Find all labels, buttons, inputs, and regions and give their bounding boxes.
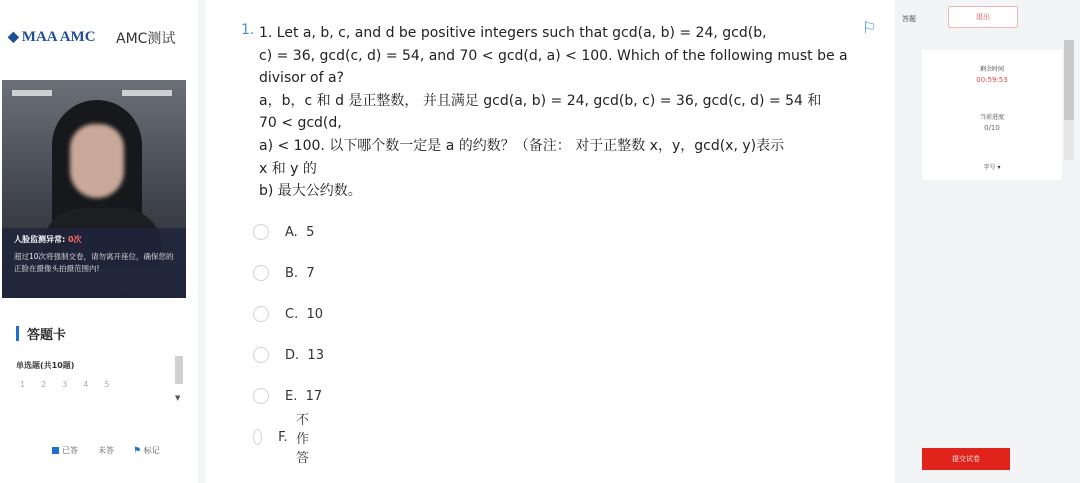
option-f[interactable]: F. 不作答 [253,427,316,447]
answer-sheet-scrollbar[interactable] [173,350,183,410]
question-type-label: 单选题(共10题) [16,361,75,370]
progress-value: 0/10 [984,124,1000,132]
warning-title: 人脸监测异常: [14,235,68,244]
panel-label: 答题 [902,15,916,23]
camera-preview [2,80,186,298]
radio-button[interactable] [253,388,269,404]
question-number-item[interactable]: 4 [83,380,89,389]
time-label: 剩余时间 [979,66,1004,73]
unanswered-legend: 未答 [98,446,114,455]
radio-button[interactable] [253,347,269,363]
right-panel [900,0,1080,483]
question-text: 1. Let a, b, c, and d be positive integers such that gcd(a, b) = 24, gcd(b, c) = 36, gcd(c, d) = 54, and 70 < gcd(d, a) < 100. Which of the following must be a divisor of a? a，b，c 和 d 是正整数， 并且满足 gcd(a, b) = 24, gcd(b, c) = 36, gcd(c, d) = 54 和 70 < gcd(d, a) < 100. 以下哪个数一定是 a 的约数？（备注： 对于正整数 x，y，gcd(x, y)表示 x 和 y 的 b) 最大公约数。 [259,25,848,200]
warning-text: 超过10次将强制交卷，请勿离开座位，确保您的正脸在摄像头拍摄范围内! [14,252,174,273]
radio-button[interactable] [253,429,262,445]
question-number-item[interactable]: 1 [20,380,26,389]
exit-button[interactable]: 退出 [948,6,1018,28]
answer-legend: 已答 未答 ⚑ 标记 [52,445,160,456]
flag-icon[interactable]: ⚐ [862,18,877,37]
chevron-down-icon[interactable]: ▾ [997,164,1001,171]
answered-square-icon [52,447,59,454]
chevron-down-icon[interactable]: ▼ [175,394,181,402]
radio-button[interactable] [253,265,269,281]
question-panel [205,0,895,483]
app-title: AMC测试 [116,31,176,47]
left-panel [0,0,198,483]
answer-sheet-title: 答题卡 [16,324,66,343]
time-remaining: 00:59:53 [976,76,1008,84]
logo-text: MAA AMC [21,28,96,45]
option-d[interactable]: D. 13 [253,345,324,365]
question-number-item[interactable]: 5 [104,380,110,389]
option-a[interactable]: A. 5 [253,222,314,242]
font-size-label[interactable]: 字号 ▾ [983,164,1001,171]
flag-icon: ⚑ [134,445,141,456]
question-number-item[interactable]: 2 [41,380,47,389]
radio-button[interactable] [253,224,269,240]
camera-person [42,100,152,240]
question-number-item[interactable]: 3 [62,380,68,389]
exam-status-card [922,50,1062,180]
progress-label: 当前进度 [979,114,1004,121]
brand-logo [8,26,96,48]
question-number-list [20,380,109,389]
option-b[interactable]: B. 7 [253,263,315,283]
submit-button[interactable]: 提交试卷 [922,448,1010,470]
warning-count: 0次 [67,235,82,244]
option-c[interactable]: C. 10 [253,304,323,324]
right-scrollbar[interactable] [1064,40,1074,160]
maa-logo-icon: ◆ [8,29,19,45]
face-monitor-warning [2,228,186,298]
option-e[interactable]: E. 17 [253,386,322,406]
radio-button[interactable] [253,306,269,322]
question-number: 1. [241,22,255,38]
